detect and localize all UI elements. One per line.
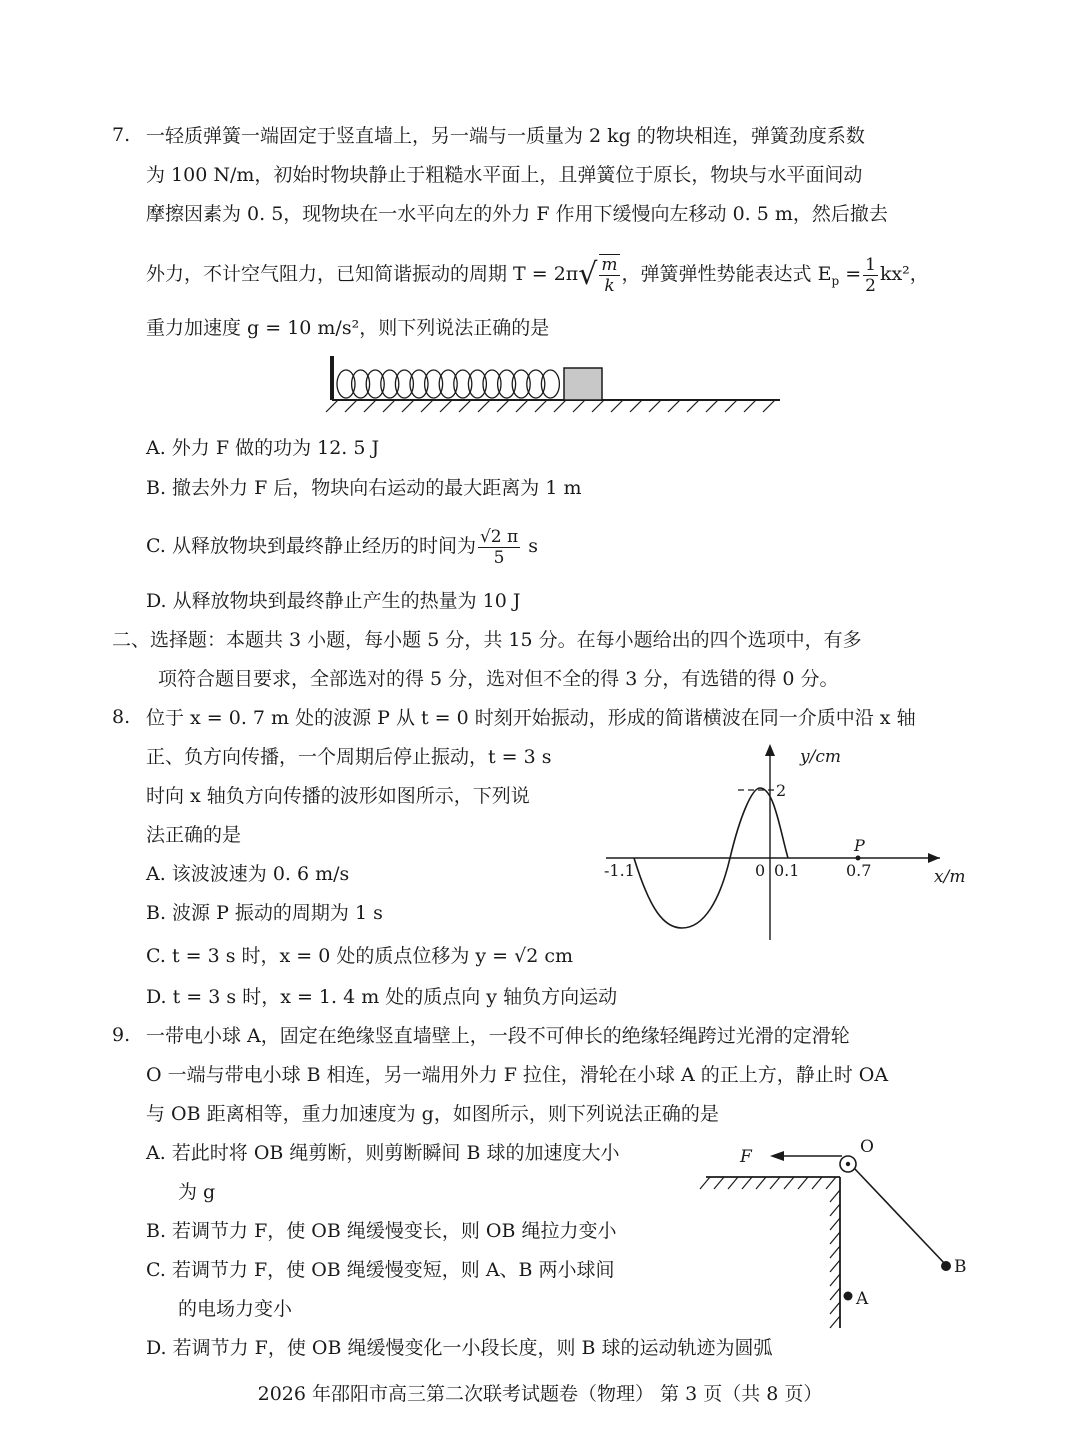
page-footer: 2026 年邵阳市高三第二次联考试题卷（物理） 第 3 页（共 8 页） <box>257 1383 823 1405</box>
hatch-mark <box>630 400 642 412</box>
source-p-point <box>856 856 861 861</box>
block-rect <box>564 368 602 400</box>
q7-line-3: 摩擦因素为 0. 5，现物块在一水平向左的外力 F 作用下缓慢向左移动 0. 5 m，然后撤去 <box>146 203 888 225</box>
hatch-mark <box>345 400 357 412</box>
hatch-mark <box>592 400 604 412</box>
hatch-mark <box>383 400 395 412</box>
hatch-mark <box>728 1177 738 1189</box>
hatch-mark <box>402 400 414 412</box>
hatch-mark <box>830 1232 840 1244</box>
tick-2: 2 <box>776 781 787 800</box>
hatch-mark <box>611 400 623 412</box>
hatch-mark <box>478 400 490 412</box>
ball-a <box>844 1292 853 1301</box>
point-p-label: P <box>854 836 865 855</box>
q8-option-c: C. t = 3 s 时，x = 0 处的质点位移为 y = √2 cm <box>146 945 574 967</box>
hatch-mark <box>554 400 566 412</box>
hatch-mark <box>706 400 718 412</box>
q7-line-4-text-a: 外力，不计空气阻力，已知简谐振动的周期 T = 2π <box>146 263 579 285</box>
ground-hatch <box>326 400 775 412</box>
q9-option-a-line-2: 为 g <box>178 1181 216 1203</box>
hatch-mark <box>687 400 699 412</box>
spring-loop <box>352 370 370 398</box>
spring-loop <box>483 370 501 398</box>
hatch-mark <box>830 1246 840 1258</box>
force-arrow <box>770 1151 784 1161</box>
hatch-mark <box>421 400 433 412</box>
spring-loop <box>395 370 413 398</box>
tick-0-7: 0.7 <box>846 861 872 880</box>
q7-option-d: D. 从释放物块到最终静止产生的热量为 10 J <box>146 590 521 612</box>
label-a: A <box>856 1289 869 1309</box>
hatch-mark <box>770 1177 780 1189</box>
label-b: B <box>954 1257 967 1277</box>
pulley-figure <box>700 1132 980 1332</box>
hatch-mark <box>784 1177 794 1189</box>
spring-loop <box>381 370 399 398</box>
q9-number: 9. <box>112 1024 131 1046</box>
hatch-mark <box>830 1218 840 1230</box>
q9-line-3: 与 OB 距离相等，重力加速度为 g，如图所示，则下列说法正确的是 <box>146 1103 719 1125</box>
wave-graph <box>600 740 980 950</box>
wall-hatch <box>700 1177 840 1328</box>
section-2-heading: 二、选择题：本题共 3 小题，每小题 5 分，共 15 分。在每小题给出的四个选项中，有多 <box>112 629 862 651</box>
hatch-mark <box>830 1190 840 1202</box>
hatch-mark <box>440 400 452 412</box>
y-axis-label: y/cm <box>800 747 841 767</box>
spring-block-figure <box>320 352 790 412</box>
q9-option-c-line-2: 的电场力变小 <box>178 1298 293 1320</box>
q8-line-4: 法正确的是 <box>146 824 242 846</box>
q7-option-c: C. 从释放物块到最终静止经历的时间为 $\frac{√2 \pi}{5}$ s <box>146 526 538 568</box>
q7-line-2: 为 100 N/m，初始时物块静止于粗糙水平面上，且弹簧位于原长，物块与水平面间动 <box>146 164 863 186</box>
hatch-mark <box>497 400 509 412</box>
q9-option-b: B. 若调节力 F，使 OB 绳缓慢变长，则 OB 绳拉力变小 <box>146 1220 617 1242</box>
spring-loop <box>454 370 472 398</box>
q8-line-3: 时向 x 轴负方向传播的波形如图所示，下列说 <box>146 785 530 807</box>
q9-line-2: O 一端与带电小球 B 相连，另一端用外力 F 拉住，滑轮在小球 A 的正上方，静止时 OA <box>146 1064 889 1086</box>
spring-loop <box>498 370 516 398</box>
hatch-mark <box>763 400 775 412</box>
hatch-mark <box>830 1274 840 1286</box>
hatch-mark <box>798 1177 808 1189</box>
q7-line-4-text-d: kx²， <box>879 263 929 285</box>
hatch-mark <box>364 400 376 412</box>
q8-option-b: B. 波源 P 振动的周期为 1 s <box>146 902 383 924</box>
spring-loop <box>337 370 355 398</box>
hatch-mark <box>744 400 756 412</box>
rope-ob <box>854 1168 946 1265</box>
hatch-mark <box>714 1177 724 1189</box>
hatch-mark <box>742 1177 752 1189</box>
q8-line-1: 位于 x = 0. 7 m 处的波源 P 从 t = 0 时刻开始振动，形成的简谐横波在同一介质中沿 x 轴 <box>146 707 916 729</box>
hatch-mark <box>725 400 737 412</box>
hatch-mark <box>812 1177 822 1189</box>
q7-half-fraction: $\frac{1}{2}$ <box>865 254 876 296</box>
q7-line-1: 一轻质弹簧一端固定于竖直墙上，另一端与一质量为 2 kg 的物块相连，弹簧劲度系数 <box>146 125 865 147</box>
spring-loop <box>468 370 486 398</box>
spring-loop <box>439 370 457 398</box>
q7-line-4: 外力，不计空气阻力，已知简谐振动的周期 T = 2π√ $\frac{m}{k}$ ，弹簧弹性势能表达式 $E_p$ = $\frac{1}{2}$ kx²， <box>146 254 929 296</box>
q7-number: 7. <box>112 124 131 146</box>
label-o: O <box>860 1137 874 1157</box>
hatch-mark <box>573 400 585 412</box>
hatch-mark <box>830 1288 840 1300</box>
q8-option-a: A. 该波波速为 0. 6 m/s <box>146 863 350 885</box>
q7-line-5: 重力加速度 g = 10 m/s²，则下列说法正确的是 <box>146 317 550 339</box>
q9-line-1: 一带电小球 A，固定在绝缘竖直墙壁上，一段不可伸长的绝缘轻绳跨过光滑的定滑轮 <box>146 1025 850 1047</box>
hatch-mark <box>668 400 680 412</box>
q7-line-4-text-b: ，弹簧弹性势能表达式 E <box>621 263 832 285</box>
q9-option-c-line-1: C. 若调节力 F，使 OB 绳缓慢变短，则 A、B 两小球间 <box>146 1259 615 1281</box>
spring-loop <box>527 370 545 398</box>
hatch-mark <box>830 1260 840 1272</box>
section-2-instructions: 项符合题目要求，全部选对的得 5 分，选对但不全的得 3 分，有选错的得 0 分。 <box>158 668 839 690</box>
y-axis-arrow <box>765 744 775 756</box>
hatch-mark <box>700 1177 710 1189</box>
sqrt-symbol: √ <box>578 257 598 292</box>
q7-period-fraction: $\frac{m}{k}$ <box>601 255 618 296</box>
hatch-mark <box>326 400 338 412</box>
hatch-mark <box>826 1177 836 1189</box>
q8-option-d: D. t = 3 s 时，x = 1. 4 m 处的质点向 y 轴负方向运动 <box>146 986 618 1008</box>
hatch-mark <box>830 1316 840 1328</box>
tick-neg-1-1: -1.1 <box>604 861 635 880</box>
hatch-mark <box>756 1177 766 1189</box>
q8-line-2: 正、负方向传播，一个周期后停止振动，t = 3 s <box>146 746 552 768</box>
spring-loop <box>512 370 530 398</box>
force-label: F <box>740 1147 752 1167</box>
tick-0: 0 <box>755 861 766 880</box>
hatch-mark <box>535 400 547 412</box>
spring-loop <box>541 370 559 398</box>
q9-option-d: D. 若调节力 F，使 OB 绳缓慢变化一小段长度，则 B 球的运动轨迹为圆弧 <box>146 1337 773 1359</box>
hatch-mark <box>516 400 528 412</box>
x-axis-arrow <box>928 853 940 863</box>
pulley-axle <box>846 1162 850 1166</box>
q7-option-b: B. 撤去外力 F 后，物块向右运动的最大距离为 1 m <box>146 477 582 499</box>
tick-0-1: 0.1 <box>774 861 800 880</box>
q8-number: 8. <box>112 706 131 728</box>
q7-option-a: A. 外力 F 做的功为 12. 5 J <box>146 437 380 459</box>
spring-loop <box>366 370 384 398</box>
hatch-mark <box>830 1302 840 1314</box>
spring-coil <box>337 370 559 398</box>
q7-time-fraction: $\frac{√2 \pi}{5}$ <box>479 526 519 568</box>
spring-loop <box>410 370 428 398</box>
q9-option-a-line-1: A. 若此时将 OB 绳剪断，则剪断瞬间 B 球的加速度大小 <box>146 1142 620 1164</box>
x-axis-label: x/m <box>934 867 966 887</box>
spring-loop <box>425 370 443 398</box>
hatch-mark <box>459 400 471 412</box>
hatch-mark <box>830 1204 840 1216</box>
ball-b <box>941 1261 951 1271</box>
hatch-mark <box>649 400 661 412</box>
